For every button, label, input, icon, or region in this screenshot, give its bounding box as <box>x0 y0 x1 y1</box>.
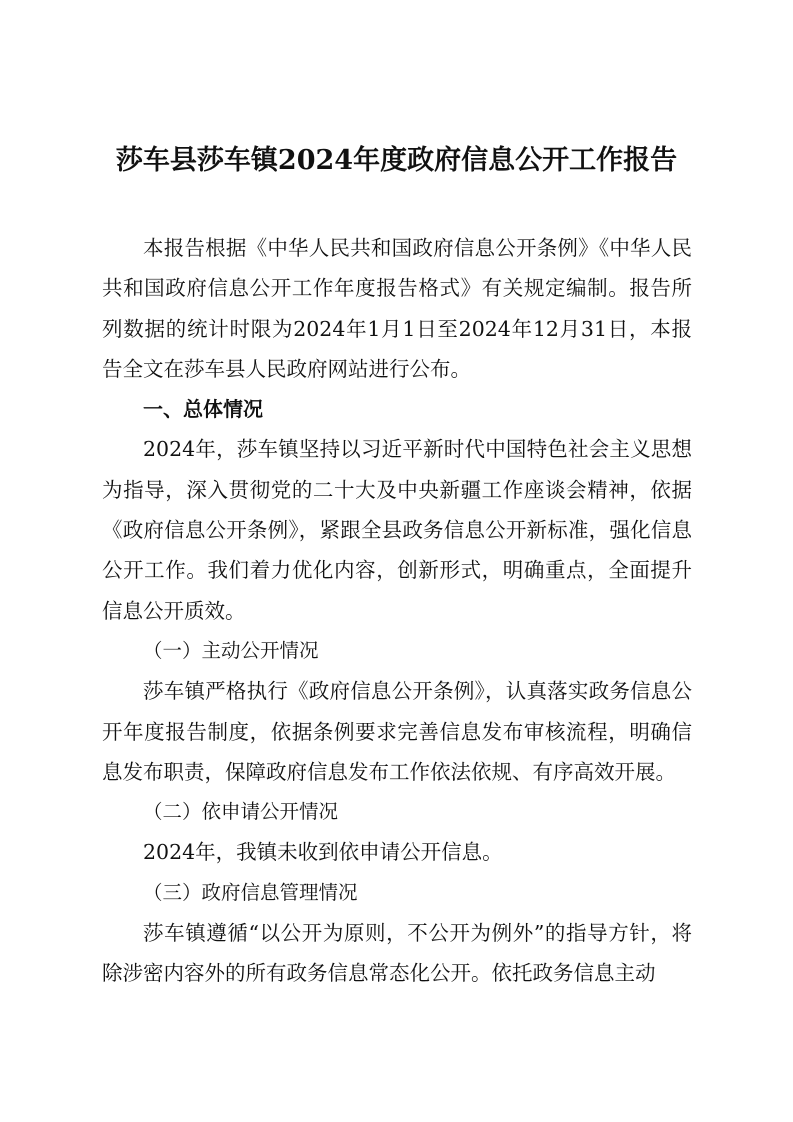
report-title: 莎车县莎车镇2024年度政府信息公开工作报告 <box>115 145 678 176</box>
subsection-heading-management: （三）政府信息管理情况 <box>143 880 358 904</box>
management-paragraph: 莎车镇遵循“以公开为原则，不公开为例外”的指导方针，将除涉密内容外的所有政务信息常态化公开。依托政务信息主动 <box>102 921 692 986</box>
overview-paragraph: 2024年，莎车镇坚持以习近平新时代中国特色社会主义思想为指导，深入贯彻党的二十大及中央新疆工作座谈会精神，依据《政府信息公开条例》，紧跟全县政务信息公开新标准，强化信息公开工作。我们着力优化内容，创新形式，明确重点，全面提升信息公开质效。 <box>102 437 692 623</box>
intro-paragraph: 本报告根据《中华人民共和国政府信息公开条例》《中华人民共和国政府信息公开工作年度报告格式》有关规定编制。报告所列数据的统计时限为2024年1月1日至2024年12月31日，本报告全文在莎车县人民政府网站进行公布。 <box>102 236 692 381</box>
proactive-paragraph: 莎车镇严格执行《政府信息公开条例》，认真落实政务信息公开年度报告制度，依据条例要求完善信息发布审核流程，明确信息发布职责，保障政府信息发布工作依法依规、有序高效开展。 <box>102 679 692 784</box>
subsection-heading-on-request: （二）依申请公开情况 <box>143 800 339 824</box>
report-body <box>102 228 692 994</box>
subsection-heading-proactive: （一）主动公开情况 <box>143 638 319 662</box>
section-heading-overview: 一、总体情况 <box>143 397 263 422</box>
on-request-paragraph: 2024年，我镇未收到依申请公开信息。 <box>143 840 503 865</box>
